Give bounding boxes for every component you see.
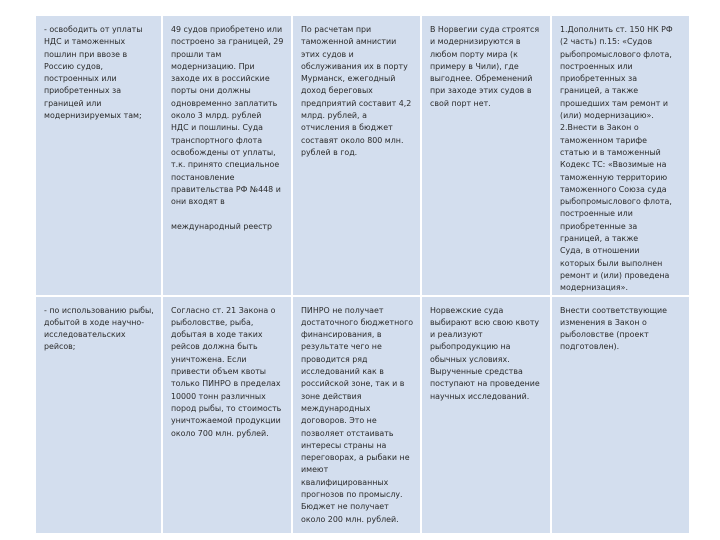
table-cell-proposal: Внести соответствующие изменения в Закон о рыболовстве (проект подготовлен). [552, 297, 689, 533]
table-cell-current-state: 49 судов приобретено или построено за границей, 29 прошли там модернизацию. При заходе их в российские порты они должны одновременно заплатить около 3 млрд. рублей НДС и пошлины. Суда транспортного флота освобождены от уплаты, т.к. принято специальное постановление правительства РФ №448 и они входят в международный реестр [163, 16, 293, 297]
table-row [36, 16, 689, 297]
proposal-table [36, 16, 689, 533]
table-cell-current-state: Согласно ст. 21 Закона о рыболовстве, рыба, добытая в ходе таких рейсов должна быть уничтожена. Если привести объем квоты только ПИНРО в пределах 10000 тонн различных пород рыбы, то стоимость уничтожаемой продукции около 700 млн. рублей. [163, 297, 293, 533]
table-cell-measure: - освободить от уплаты НДС и таможенных пошлин при ввозе в Россию судов, построенных или приобретенных за границей или модернизируемых там; [36, 16, 163, 297]
table-row [36, 297, 689, 533]
table-cell-norway-practice: В Норвегии суда строятся и модернизируются в любом порту мира (к примеру в Чили), где выгоднее. Обременений при заходе этих судов в свой порт нет. [422, 16, 552, 297]
table-cell-effect: По расчетам при таможенной амнистии этих судов и обслуживания их в порту Мурманск, ежегодный доход береговых предприятий составит 4,2 млрд. рублей, а отчисления в бюджет составят около 800 млн. рублей в год. [293, 16, 422, 297]
table-cell-measure: - по использованию рыбы, добытой в ходе научно- исследовательских рейсов; [36, 297, 163, 533]
table-cell-effect: ПИНРО не получает достаточного бюджетного финансирования, в результате чего не проводится ряд исследований как в российской зоне, так и в зоне действия международных договоров. Это не позволяет отстаивать интересы страны на переговорах, а рыбаки не имеют квалифицированных прогнозов по промыслу. Бюджет не получает около 200 млн. рублей. [293, 297, 422, 533]
table-cell-norway-practice: Норвежские суда выбирают всю свою квоту и реализуют рыбопродукцию на обычных условиях. Вырученные средства поступают на проведение научных исследований. [422, 297, 552, 533]
table-cell-proposal: 1.Дополнить ст. 150 НК РФ (2 часть) п.15: «Судов рыбопромыслового флота, построенных или приобретенных за границей, а также прошедших там ремонт и (или) модернизацию». 2.Внести в Закон о таможенном тарифе статью и в таможенный Кодекс ТС: «Ввозимые на таможенную территорию таможенного Союза суда рыбопромыслового флота, построенные или приобретенные за границей, а также Суда, в отношении которых были выполнен ремонт и (или) проведена модернизация». [552, 16, 689, 297]
